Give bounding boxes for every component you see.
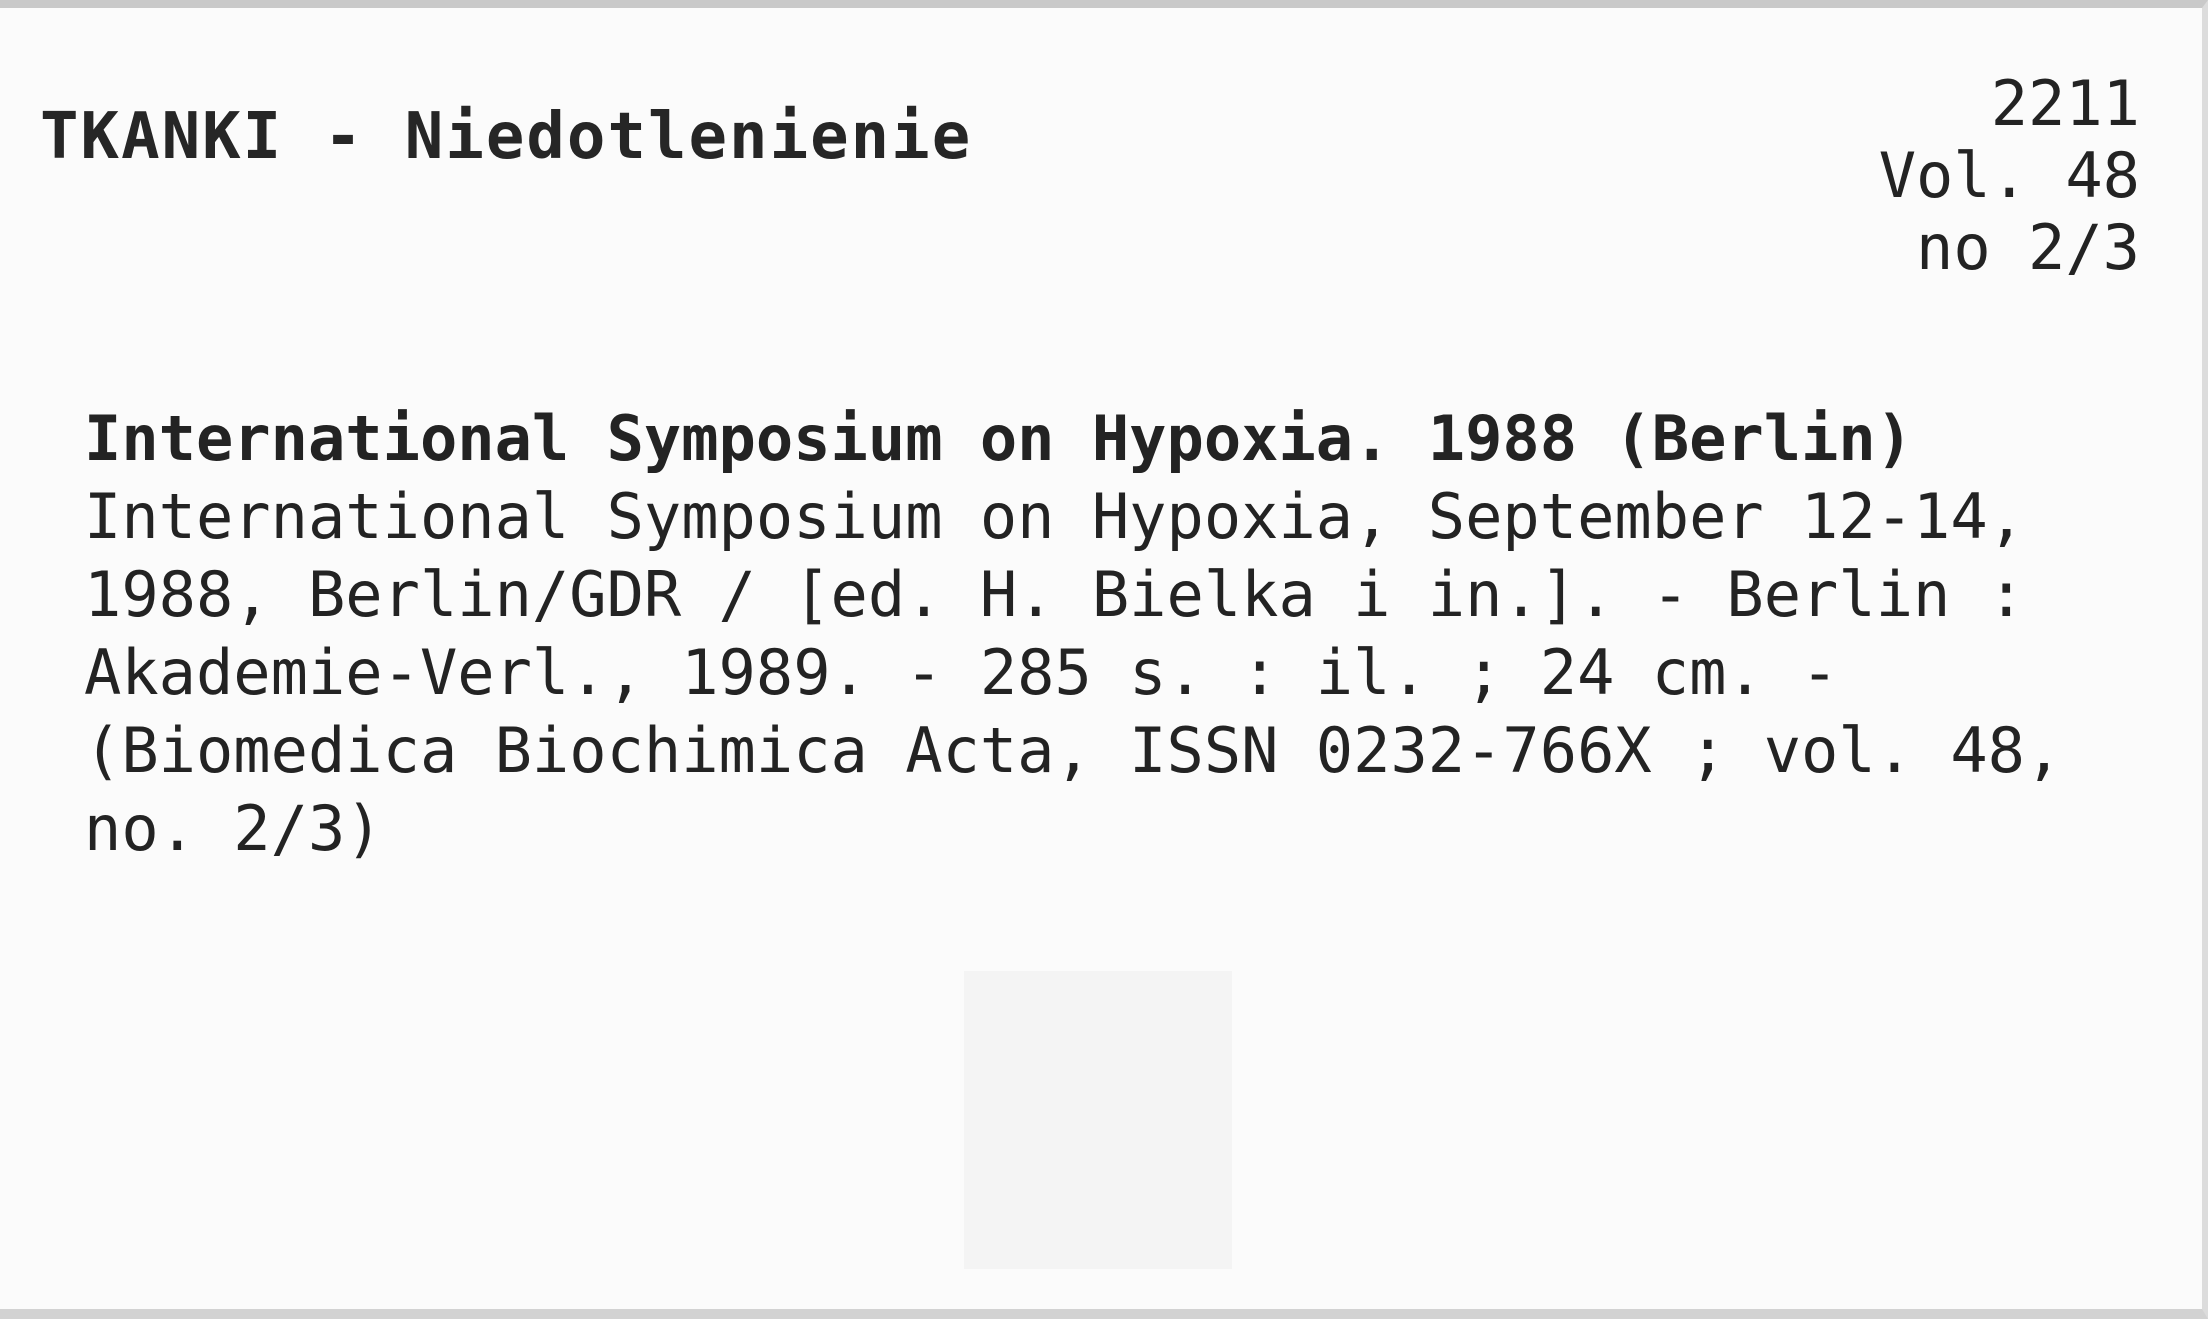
call-number-line: 2211 <box>1990 67 2140 140</box>
entry-line: 1988, Berlin/GDR / [ed. H. Bielka i in.]. - Berlin : <box>84 558 2026 631</box>
entry-heading: International Symposium on Hypoxia. 1988 (Berlin) <box>84 402 1914 475</box>
call-number-issue: no 2/3 <box>1916 211 2140 284</box>
call-number-volume: Vol. 48 <box>1878 139 2140 212</box>
entry-line: (Biomedica Biochimica Acta, ISSN 0232-766X ; vol. 48, <box>84 714 2063 787</box>
call-number <box>1879 68 2140 284</box>
smudge-mark <box>964 971 1232 1269</box>
entry-line: International Symposium on Hypoxia, September 12-14, <box>84 480 2026 553</box>
entry-line: no. 2/3) <box>84 792 383 865</box>
entry-line: Akademie-Verl., 1989. - 285 s. : il. ; 24 cm. - <box>84 636 1839 709</box>
subject-heading: TKANKI - Niedotlenienie <box>40 100 973 174</box>
bibliographic-entry <box>84 400 2164 868</box>
